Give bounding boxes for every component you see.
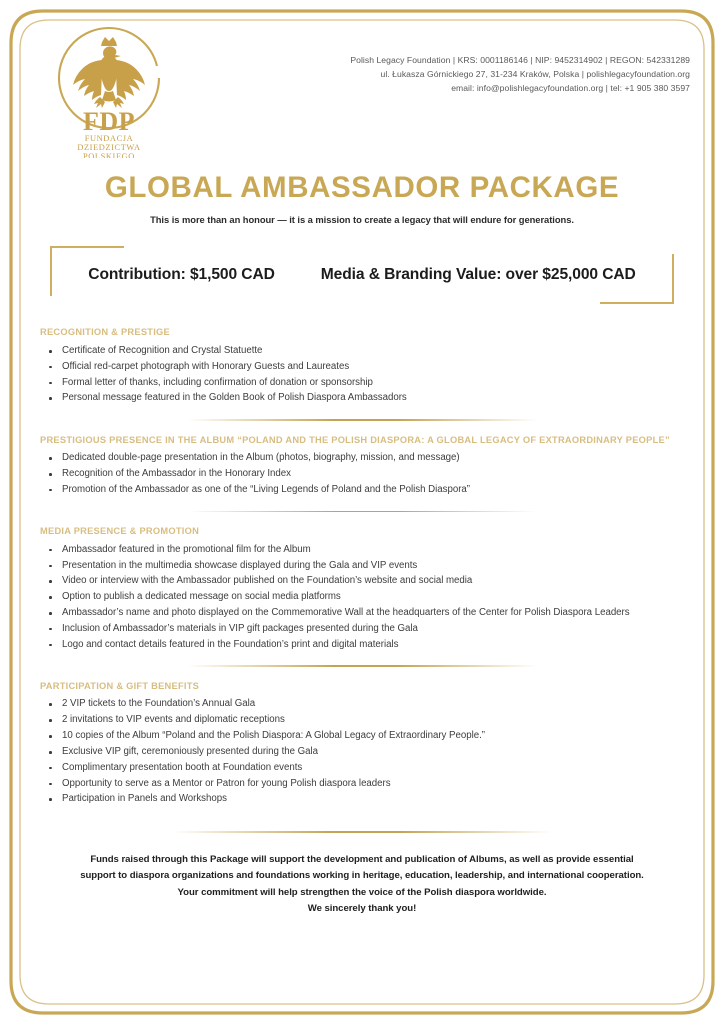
list-item: Complimentary presentation booth at Foundation events (40, 760, 684, 776)
section-title: MEDIA PRESENCE & PROMOTION (40, 526, 200, 537)
section-divider (187, 511, 537, 513)
contribution-amount: Contribution: $1,500 CAD (88, 266, 275, 284)
footer-message (40, 852, 684, 918)
list-item: Personal message featured in the Golden Book of Polish Diaspora Ambassadors (40, 390, 684, 406)
footer-divider (172, 831, 552, 833)
list-item: 2 invitations to VIP events and diplomatic receptions (40, 712, 684, 728)
section-title: PRESTIGIOUS PRESENCE IN THE ALBUM “POLAND AND THE POLISH DIASPORA: A GLOBAL LEGACY OF EXTRAORDINARY PEOPLE” (40, 434, 670, 445)
benefit-list (40, 450, 684, 497)
list-item: Inclusion of Ambassador’s materials in VIP gift packages presented during the Gala (40, 621, 684, 637)
polish-eagle-icon (44, 18, 174, 158)
section-participation-gifts (40, 680, 684, 807)
list-item: Logo and contact details featured in the Foundation’s print and digital materials (40, 637, 684, 653)
footer-line-3: Your commitment will help strengthen the voice of the Polish diaspora worldwide. (177, 886, 547, 898)
list-item: Exclusive VIP gift, ceremoniously presented during the Gala (40, 744, 684, 760)
footer-line-4: We sincerely thank you! (307, 903, 417, 915)
list-item: 2 VIP tickets to the Foundation’s Annual Gala (40, 696, 684, 712)
section-album-presence (40, 434, 684, 498)
footer-line-2: support to diaspora organizations and foundations working in heritage, education, leadership, and international cooperation. (80, 870, 644, 882)
list-item: Dedicated double-page presentation in the Album (photos, biography, mission, and message) (40, 450, 684, 466)
contact-email-phone-line: email: info@polishlegacyfoundation.org | tel: +1 905 380 3597 (451, 82, 690, 93)
contact-registration-line: Polish Legacy Foundation | KRS: 0001186146 | NIP: 9452314902 | REGON: 542331289 (350, 55, 690, 65)
list-item: Official red-carpet photograph with Honorary Guests and Laureates (40, 359, 684, 375)
page-title: GLOBAL AMBASSADOR PACKAGE (104, 171, 620, 204)
section-title: PARTICIPATION & GIFT BENEFITS (40, 681, 200, 691)
benefits-content (32, 326, 692, 917)
list-item: Option to publish a dedicated message on social media platforms (40, 589, 684, 605)
page-tagline: This is more than an honour — it is a mission to create a legacy that will endure for generations. (150, 214, 574, 226)
section-media-presence (40, 525, 684, 652)
media-branding-value: Media & Branding Value: over $25,000 CAD (320, 266, 636, 284)
contact-address-line: ul. Łukasza Górnickiego 27, 31-234 Kraków, Polska | polishlegacyfoundation.org (380, 68, 690, 79)
contribution-box (50, 246, 674, 304)
section-divider (187, 665, 537, 667)
list-item: Ambassador featured in the promotional film for the Album (40, 542, 684, 558)
foundation-contact-info (270, 54, 690, 96)
logo-line-2: DZIEDZICTWA (77, 143, 141, 152)
benefit-list (40, 343, 684, 406)
benefit-list (40, 542, 684, 653)
list-item: Opportunity to serve as a Mentor or Patron for young Polish diaspora leaders (40, 776, 684, 792)
list-item: 10 copies of the Album “Poland and the Polish Diaspora: A Global Legacy of Extraordinary People.” (40, 728, 684, 744)
benefit-list (40, 696, 684, 807)
logo-line-3: POLSKIEGO (83, 152, 135, 158)
section-divider (187, 419, 537, 421)
list-item: Ambassador’s name and photo displayed on the Commemorative Wall at the headquarters of the Center for Polish Diaspora Leaders (40, 605, 684, 621)
section-title: RECOGNITION & PRESTIGE (40, 327, 170, 338)
section-recognition-prestige (40, 326, 684, 406)
list-item: Video or interview with the Ambassador published on the Foundation’s website and social media (40, 573, 684, 589)
list-item: Participation in Panels and Workshops (40, 791, 684, 807)
logo-abbreviation: FDP (82, 107, 136, 136)
list-item: Promotion of the Ambassador as one of the “Living Legends of Poland and the Polish Diaspora” (40, 482, 684, 498)
logo-line-1: FUNDACJA (84, 134, 134, 143)
list-item: Recognition of the Ambassador in the Honorary Index (40, 466, 684, 482)
list-item: Formal letter of thanks, including confirmation of donation or sponsorship (40, 375, 684, 391)
list-item: Presentation in the multimedia showcase displayed during the Gala and VIP events (40, 558, 684, 574)
list-item: Certificate of Recognition and Crystal Statuette (40, 343, 684, 359)
document-header (32, 0, 692, 158)
footer-line-1: Funds raised through this Package will support the development and publication of Albums, as well as provide essential (90, 853, 634, 865)
title-block (32, 172, 692, 225)
foundation-logo (44, 18, 174, 158)
